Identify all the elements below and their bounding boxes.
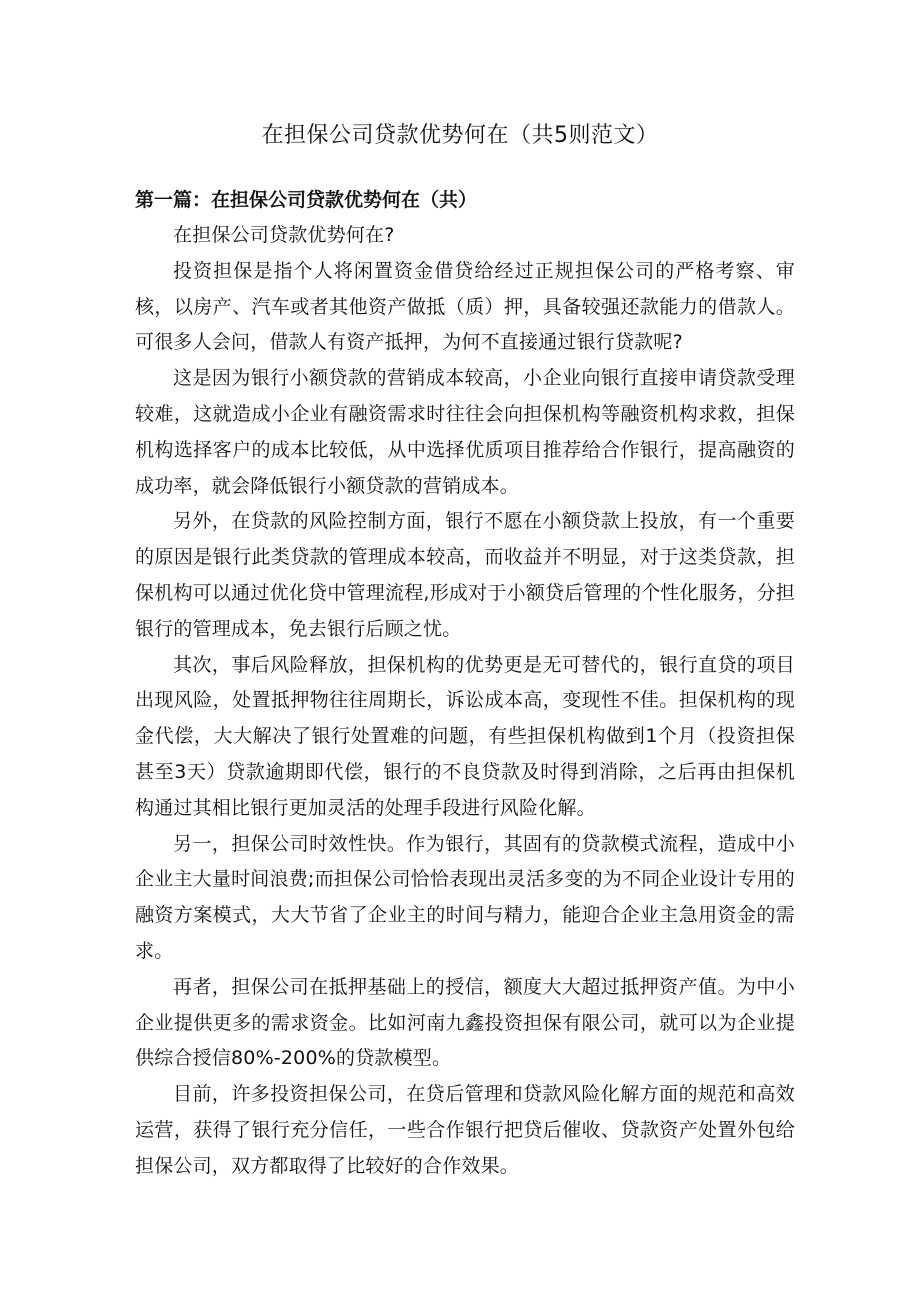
paragraph: 再者，担保公司在抵押基础上的授信，额度大大超过抵押资产值。为中小企业提供更多的需求资金。比如河南九鑫投资担保有限公司，就可以为企业提供综合授信80%-200%的贷款模型。 — [135, 975, 795, 1070]
document-body — [135, 218, 795, 1185]
paragraph: 其次，事后风险释放，担保机构的优势更是无可替代的，银行直贷的项目出现风险，处置抵押物往往周期长，诉讼成本高，变现性不佳。担保机构的现金代偿，大大解决了银行处置难的问题，有些担保机构做到1个月（投资担保甚至3天）贷款逾期即代偿，银行的不良贷款及时得到消除，之后再由担保机构通过其相比银行更加灵活的处理手段进行风险化解。 — [135, 653, 795, 819]
paragraph: 在担保公司贷款优势何在? — [173, 224, 395, 246]
paragraph: 另一，担保公司时效性快。作为银行，其固有的贷款模式流程，造成中小企业主大量时间浪费;而担保公司恰恰表现出灵活多变的为不同企业设计专用的融资方案模式，大大节省了企业主的时间与精力，能迎合企业主急用资金的需求。 — [135, 832, 795, 962]
document-title: 在担保公司贷款优势何在（共5则范文） — [261, 123, 659, 148]
section-heading: 第一篇：在担保公司贷款优势何在（共） — [135, 189, 478, 211]
paragraph: 另外，在贷款的风险控制方面，银行不愿在小额贷款上投放，有一个重要的原因是银行此类贷款的管理成本较高，而收益并不明显，对于这类贷款，担保机构可以通过优化贷中管理流程,形成对于小额贷后管理的个性化服务，分担银行的管理成本，免去银行后顾之忧。 — [135, 510, 795, 640]
paragraph: 目前，许多投资担保公司，在贷后管理和贷款风险化解方面的规范和高效运营，获得了银行充分信任，一些合作银行把贷后催收、贷款资产处置外包给担保公司，双方都取得了比较好的合作效果。 — [135, 1083, 795, 1177]
paragraph: 这是因为银行小额贷款的营销成本较高，小企业向银行直接申请贷款受理较难，这就造成小企业有融资需求时往往会向担保机构等融资机构求救，担保机构选择客户的成本比较低，从中选择优质项目推荐给合作银行，提高融资的成功率，就会降低银行小额贷款的营销成本。 — [135, 367, 795, 497]
paragraph: 投资担保是指个人将闲置资金借贷给经过正规担保公司的严格考察、审核，以房产、汽车或者其他资产做抵（质）押，具备较强还款能力的借款人。可很多人会问，借款人有资产抵押，为何不直接通过银行贷款呢? — [135, 259, 795, 354]
